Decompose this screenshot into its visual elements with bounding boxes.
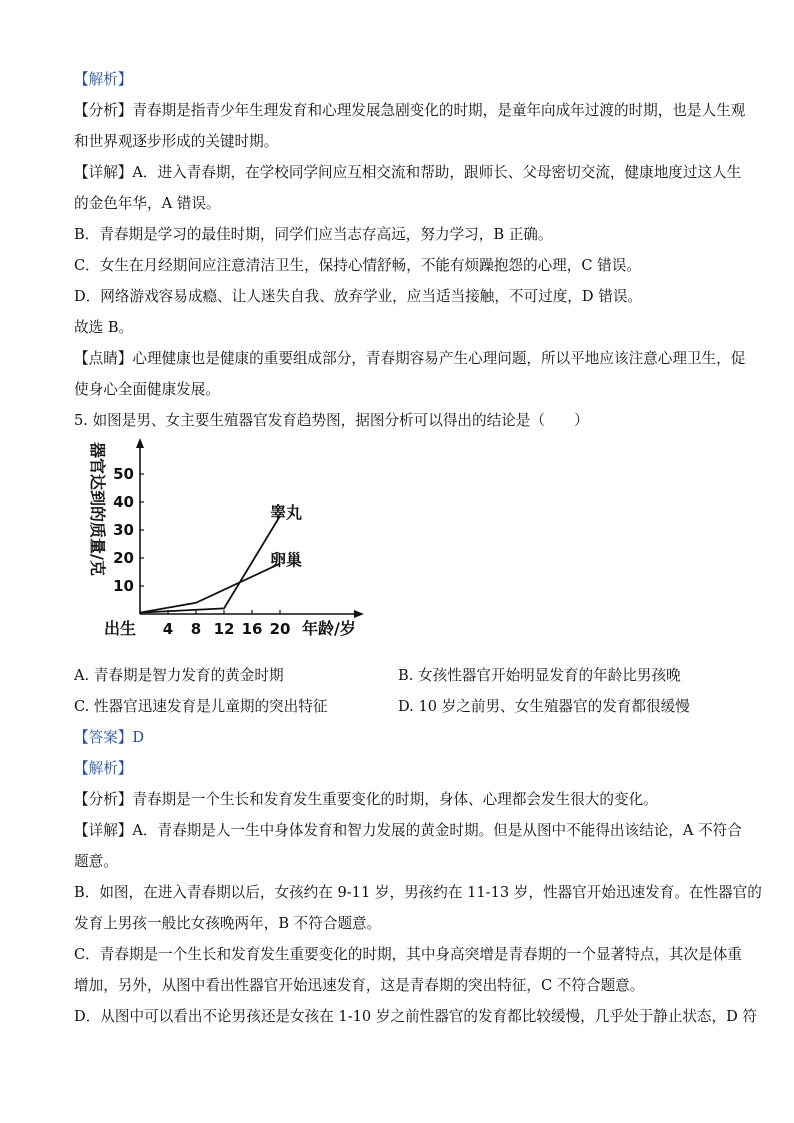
series-label-ovary: 卵巢 <box>270 550 303 570</box>
jiexi-label: 【解析】 <box>74 71 133 88</box>
exam-page <box>74 64 762 1032</box>
y-tick-label: 50 <box>113 465 134 483</box>
answer-label: 【答案】D <box>74 729 145 746</box>
xiangjie2-line-5: C．青春期是一个生长和发育发生重要变化的时期，其中身高突增是青春期的一个显著特点，其次是体重 <box>74 946 742 963</box>
xiangjie-line-5: D．网络游戏容易成瘾、让人迷失自我、放弃学业，应当适当接触，不可过度，D 错误。 <box>74 288 643 305</box>
jiexi-label-2: 【解析】 <box>74 760 133 777</box>
series-label-testis: 睾丸 <box>270 503 303 522</box>
xiangjie-line-3: B．青春期是学习的最佳时期，同学们应当志存高远，努力学习，B 正确。 <box>74 226 553 243</box>
x-origin-label: 出生 <box>104 619 137 638</box>
xiangjie2-line-3: B．如图，在进入青春期以后，女孩约在 9-11 岁，男孩约在 11-13 岁，性器官开始迅速发育。在性器官的 <box>74 884 762 901</box>
option-c: C. 性器官迅速发育是儿童期的突出特征 <box>74 698 328 715</box>
x-tick-label: 4 <box>162 620 174 638</box>
dianjing-line-2: 使身心全面健康发展。 <box>74 381 220 398</box>
fenxi-line-2: 和世界观逐步形成的关键时期。 <box>74 133 279 150</box>
x-tick-label: 20 <box>269 620 291 638</box>
x-axis-label: 年龄/岁 <box>302 619 356 638</box>
option-a: A. 青春期是智力发育的黄金时期 <box>74 667 284 684</box>
xiangjie2-line-1: 【详解】A．青春期是人一生中身体发育和智力发展的黄金时期。但是从图中不能得出该结论，A 不符合 <box>74 822 742 839</box>
dianjing-line-1: 【点睛】心理健康也是健康的重要组成部分，青春期容易产生心理问题，所以平地应该注意心理卫生，促 <box>74 350 746 367</box>
x-axis-arrow <box>354 610 364 618</box>
option-b: B. 女孩性器官开始明显发育的年龄比男孩晚 <box>398 667 681 684</box>
xiangjie-line-6: 故选 B。 <box>74 319 134 336</box>
xiangjie2-line-7: D．从图中可以看出不论男孩还是女孩在 1-10 岁之前性器官的发育都比较缓慢，几乎处于静止状态，D 符 <box>74 1008 758 1025</box>
y-axis-label: 器官达到的质量/克 <box>88 442 107 576</box>
y-tick-label: 10 <box>113 577 134 595</box>
x-tick-label: 8 <box>190 620 202 638</box>
y-axis-arrow <box>136 438 144 448</box>
question-stem: 5. 如图是男、女主要生殖器官发育趋势图，据图分析可以得出的结论是（ ） <box>74 412 589 429</box>
x-tick-label: 16 <box>241 620 263 638</box>
y-tick-label: 40 <box>113 493 134 511</box>
xiangjie2-line-4: 发育上男孩一般比女孩晚两年，B 不符合题意。 <box>74 915 382 932</box>
fenxi-line-1: 【分析】青春期是指青少年生理发育和心理发展急剧变化的时期，是童年向成年过渡的时期，也是人生观 <box>74 102 746 119</box>
xiangjie-line-1: 【详解】A．进入青春期，在学校同学间应互相交流和帮助，跟师长、父母密切交流，健康地度过这人生 <box>74 164 742 181</box>
fenxi-2: 【分析】青春期是一个生长和发育发生重要变化的时期，身体、心理都会发生很大的变化。 <box>74 791 658 808</box>
xiangjie-line-2: 的金色年华，A 错误。 <box>74 195 221 212</box>
xiangjie2-line-6: 增加，另外，从图中看出性器官开始迅速发育，这是青春期的突出特征，C 不符合题意。 <box>74 977 645 994</box>
development-chart <box>74 436 724 660</box>
chart-svg <box>74 436 394 660</box>
y-tick-label: 30 <box>113 521 134 539</box>
option-d: D. 10 岁之前男、女生殖器官的发育都很缓慢 <box>398 698 690 715</box>
xiangjie-line-4: C．女生在月经期间应注意清洁卫生，保持心情舒畅，不能有烦躁抱怨的心理，C 错误。 <box>74 257 641 274</box>
x-tick-label: 12 <box>213 620 235 638</box>
series-line-ovary <box>140 564 280 613</box>
options-block <box>74 660 724 722</box>
y-tick-label: 20 <box>113 549 134 567</box>
series-line-testis <box>140 516 280 613</box>
xiangjie2-line-2: 题意。 <box>74 853 118 870</box>
